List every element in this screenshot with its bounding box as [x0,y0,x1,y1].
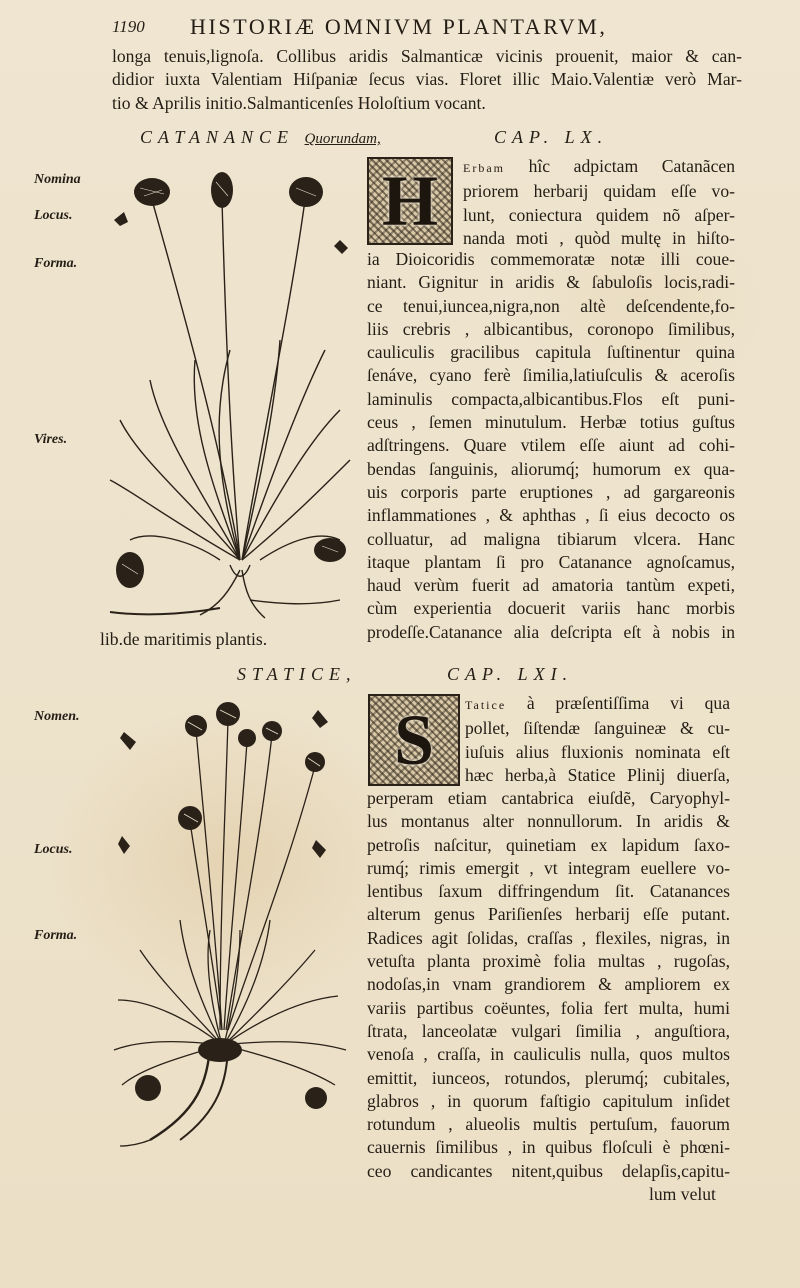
text-segment: à præſentiſſima vi qua [506,693,730,713]
text-line: inflammationes , & aphthas , ſi eius decocto os [367,505,735,526]
text-line: ia Dioicoridis commemoratæ notæ illi coue- [367,249,735,269]
text-line: emittit, iunceos, rotundos, plerumq́; cubitales, [367,1067,730,1088]
text-line: liis crebris , albicantibus, coronopo ſimilibus, [367,318,735,339]
chapter-60-text-top [463,155,735,250]
text-line: rumq́; rimis emergit , vt integram euellere vo- [367,857,730,878]
text-line: Radices agit ſolidas, craſſas , flexiles, nigras, in [367,927,730,948]
chapter-60-name: CATANANCE [140,127,295,147]
text-line: ceus , ſemen minutulum. Herbæ totius guſtus [367,412,735,433]
text-line: tio & Aprilis initio.Salmanticenſes Holoſtium vocant. [112,92,486,113]
text-line: longa tenuis,lignoſa. Collibus aridis Salmanticæ vicinis prouenit, maior & can- [112,46,742,66]
chapter-60-text-body [367,248,735,644]
text-line: lentibus ſaxum diffringendum ſit. Catanances [367,881,730,902]
text-segment: hîc adpictam Catanãcen [505,156,735,176]
text-line: haud verùm fuerit ad amatoria tantùm expeti, [367,575,735,596]
margin-note-nomen: Nomen. [34,709,80,724]
text-line: perperam etiam cantabrica eiuſdẽ, Caryophyl- [367,788,730,808]
margin-note-forma: Forma. [34,256,78,271]
text-line: glabros , in quorum faſtigio capitulum inſidet [367,1090,730,1111]
text-line: ſenáve, cyano ferè ſimilia,latiuſculis & aceroſis [367,365,735,386]
text-line: lus montanus alter nonnullorum. In aridis & [367,811,730,832]
text-line: venoſa , craſſa, in cauliculis nulla, quos multos [367,1044,730,1065]
chapter-60-title-suffix: Quorundam, [304,131,381,147]
dropcap-letter: H [381,160,438,241]
text-line: vetuſta planta proximè folia multas , rugoſas, [367,951,730,972]
decorated-initial-s [368,694,460,786]
opening-word: Tatice [465,698,507,712]
chapter-60-number: CAP. LX. [494,127,609,147]
intro-paragraph [112,45,742,115]
text-line: niant. Gignitur in aridis & ſabuloſis locis,radi- [367,272,735,293]
catchword-line: lum velut [649,1184,716,1205]
text-line: laminulis compacta,albicantibus.Flos eſt puni- [367,388,735,409]
text-line: nanda moti , quòd multę in hiſto- [463,227,735,248]
opening-word: Erbam [463,161,505,175]
running-header [112,14,752,44]
text-line: adſtringens. Quare vtilem eſſe aiunt ad cohi- [367,435,735,456]
running-title: HISTORIÆ OMNIVM PLANTARVM, [190,14,608,39]
text-line: colluatur, ad maligna tibiarum vlcera. Hanc [367,528,735,549]
text-line: rotundum , alueolis multis pertuſum, fauorum [367,1114,730,1135]
chapter-61-text-body [367,787,730,1206]
figure-caption: lib.de maritimis plantis. [100,629,268,649]
text-line: alterum genus Pariſienſes herbarij eſſe putant. [367,904,730,925]
page-number: 1190 [112,17,145,36]
text-line: pollet, ſiſtendæ ſanguineæ & cu- [465,718,730,739]
text-line [463,155,735,180]
text-line: priorem herbarij quidam eſſe vo- [463,181,735,202]
text-line: didior iuxta Valentiam Hiſpaniæ ſecus vias. Floret illic Maio.Valentiæ verò Mar- [112,69,742,90]
margin-note-forma: Forma. [34,928,78,943]
statice-woodcut-illustration [110,700,350,1160]
catanance-woodcut-illustration [100,160,360,630]
text-line: cauernis ſimilibus , in quibus floſculi è phœni- [367,1137,730,1158]
text-line: hæc herba,à Statice Plinij diuerſa, [465,764,730,785]
text-line: uis corporis parte eruptiones , ad gargareonis [367,481,735,502]
chapter-61-number: CAP. LXI. [447,664,574,684]
text-line: cùm experientia docuerit variis hanc morbis [367,598,735,619]
text-line: itaque plantam ſi pro Catanance agnoſcamus, [367,551,735,572]
decorated-initial-h [367,157,453,245]
text-line: ceo candicantes nitent,quibus delapſis,capitu- [367,1160,730,1181]
text-line: nodoſas,in vnam grandiorem & ampliorem ex [367,974,730,995]
text-line: cauliculis gracilibus capitula ſuſtinentur quina [367,342,735,363]
chapter-61-text-top [465,692,730,787]
margin-note-locus: Locus. [34,208,73,223]
text-line [465,692,730,717]
margin-note-locus: Locus. [34,842,73,857]
margin-note-vires: Vires. [34,432,68,447]
text-line: lunt, coniectura quidem nõ aſper- [463,204,735,225]
text-line: ſtrata, lanceolatæ vulgari ſimilia , anguſtiora, [367,1020,730,1041]
chapter-60-title [140,127,381,148]
text-line: ce tenui,iuncea,nigra,non altè deſcendente,fo- [367,295,735,316]
margin-note-nomina: Nomina [34,172,81,187]
chapter-61-title: STATICE, [237,664,357,684]
text-line: iuſuis alius fluxionis nominata eſt [465,741,730,762]
text-line: bendas ſanguinis, aliorumq́; humorum ex qua- [367,458,735,479]
text-line: prodeſſe.Catanance alia deſcripta eſt à nobis in [367,621,735,642]
text-line: petroſis naſcitur, quinetiam ex lapidum ſaxo- [367,834,730,855]
dropcap-letter: S [393,699,435,780]
text-line: variis partibus coëuntes, folia fert multa, humi [367,997,730,1018]
